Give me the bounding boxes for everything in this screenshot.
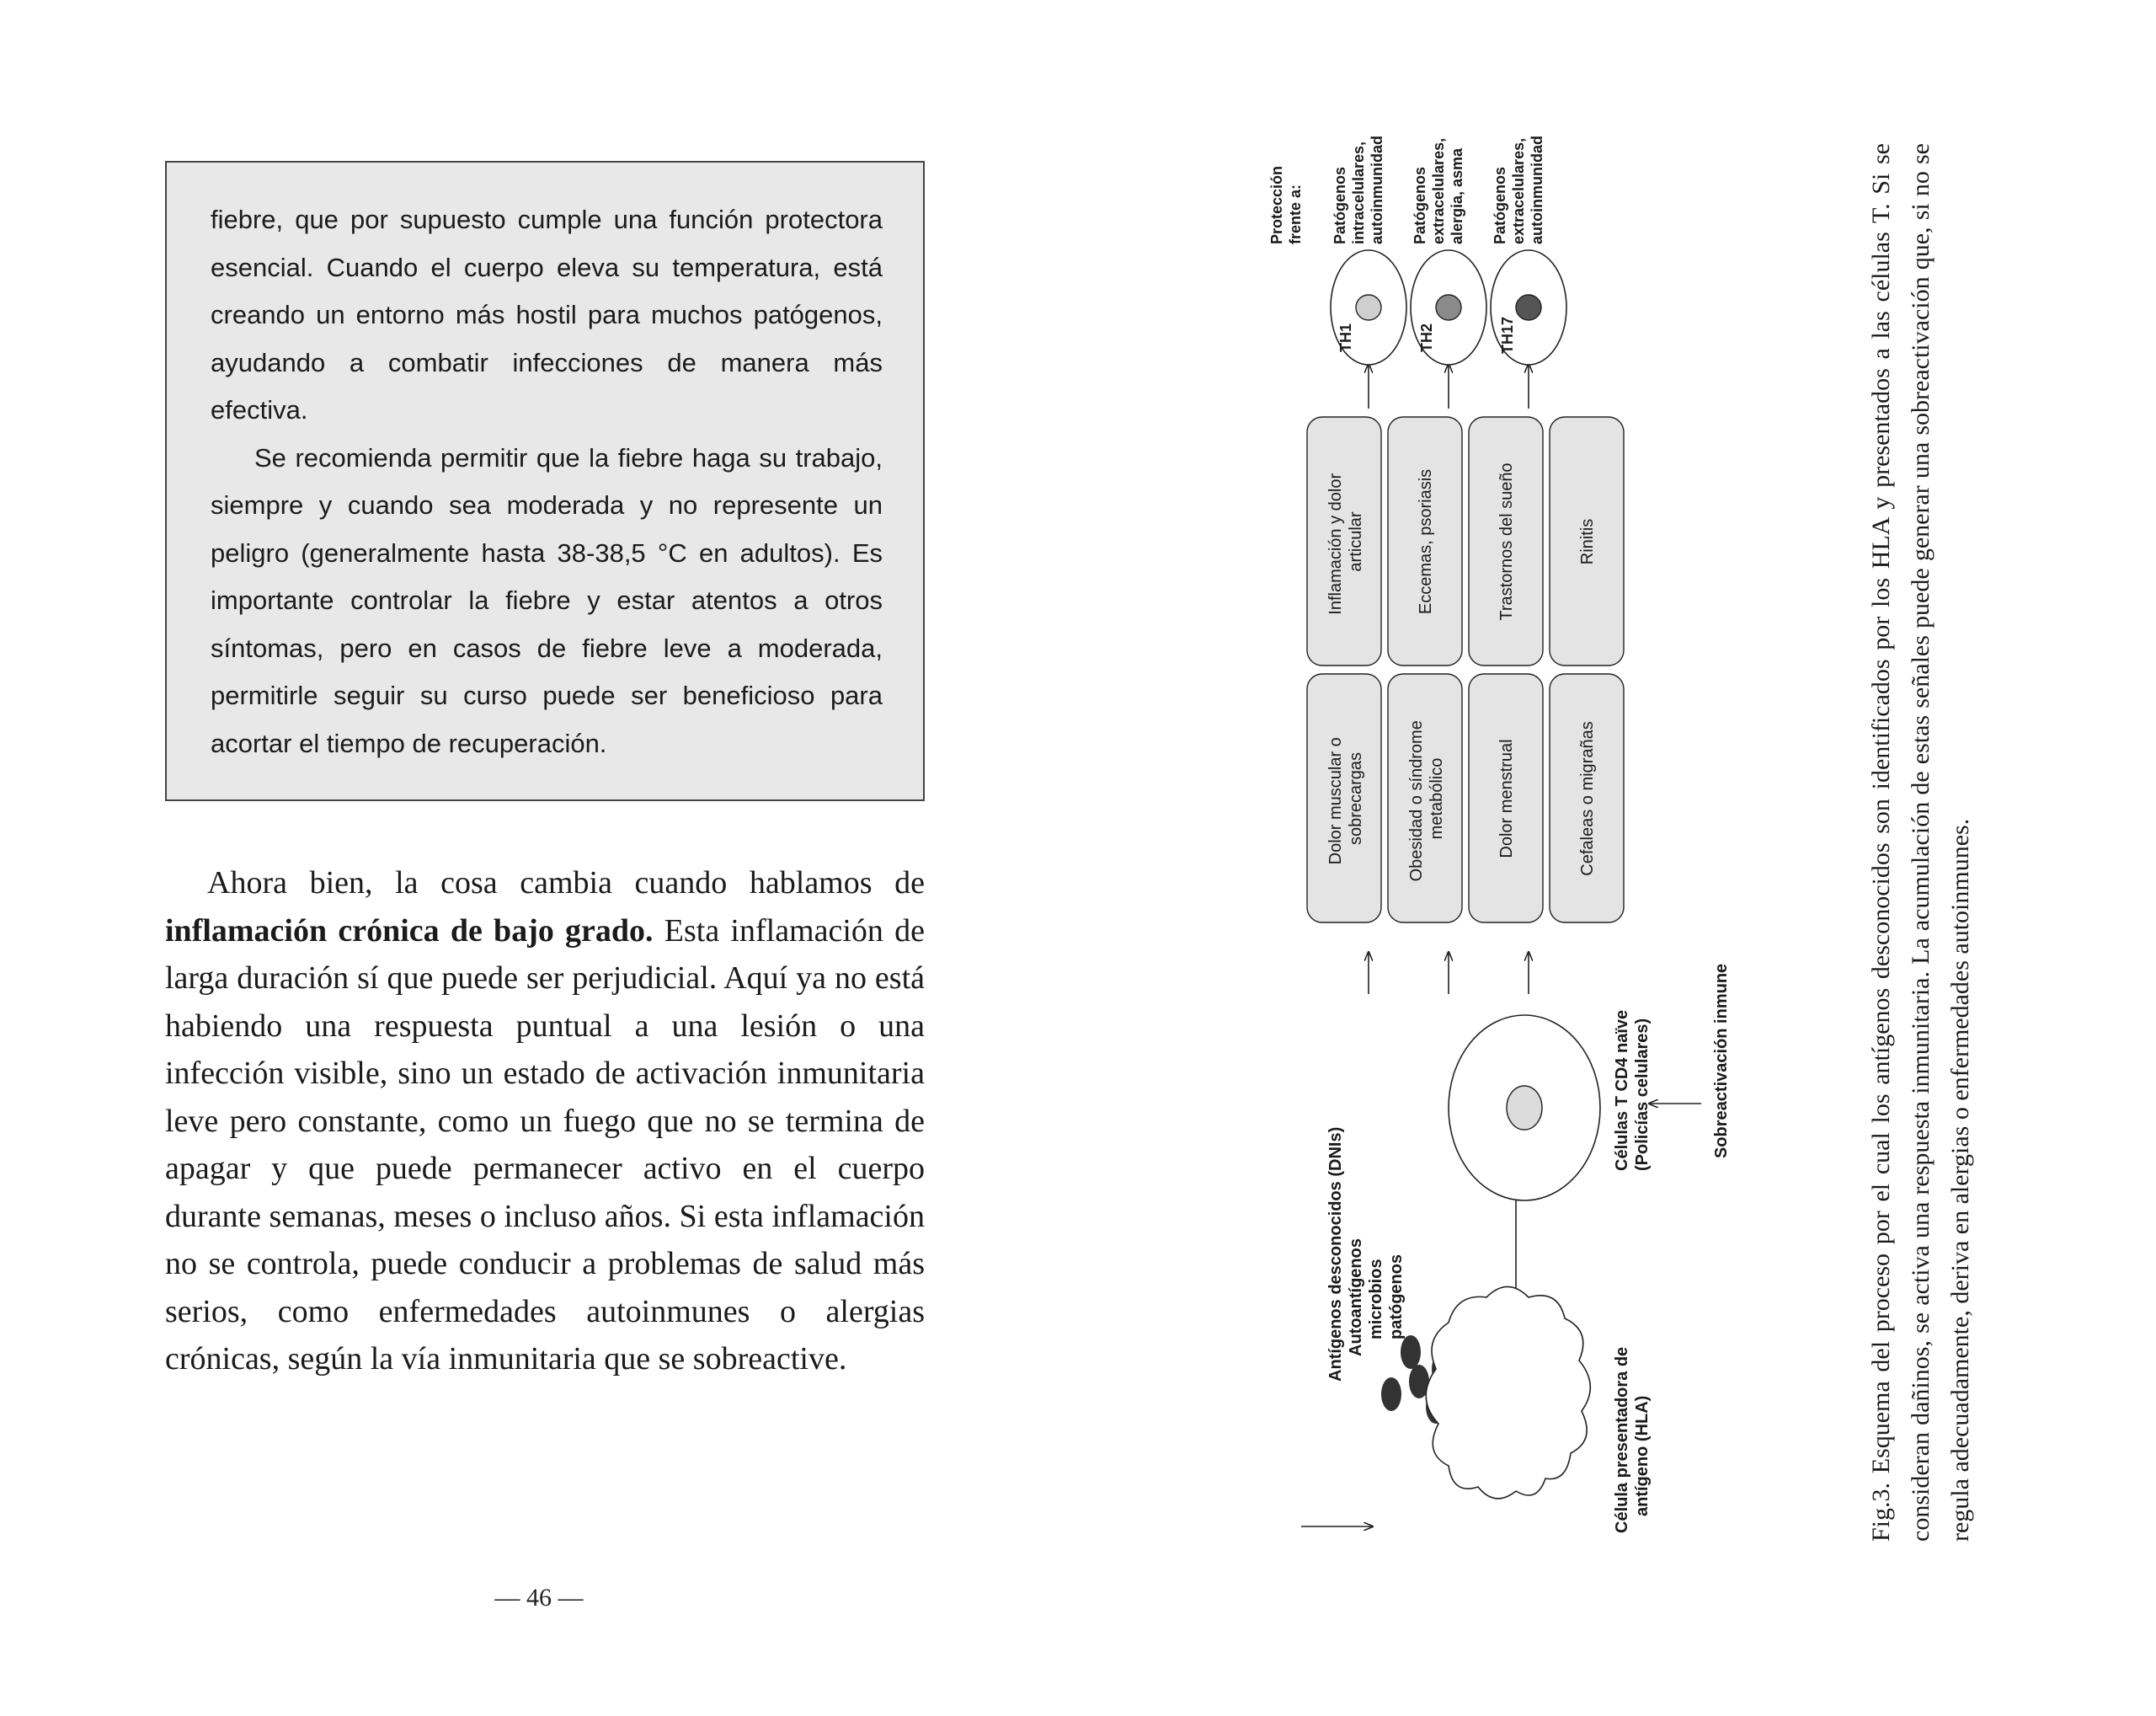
symptom-label: articular (1347, 511, 1365, 572)
antigens-label-line: Antígenos desconocidos (DNIs) (1326, 1126, 1345, 1382)
apc-label (1613, 1342, 1652, 1533)
protection-header-line: Protección (1268, 165, 1285, 244)
tcell-label-line: Células T CD4 naïve (1613, 1009, 1631, 1171)
protection-line: autoinmunidad (1529, 136, 1545, 244)
info-box (165, 161, 925, 801)
antigens-label (1326, 1122, 1406, 1382)
info-box-paragraph: Se recomienda permitir que la fiebre haga su trabajo, siempre y cuando sea moderada y no represente un peligro (generalmente hasta 38-38,5 °C en adultos). Es importante controlar la fiebre y estar atentos a otros síntomas, pero en casos de fiebre leve a moderada, permitirle seguir su curso puede ser beneficioso para acortar el tiempo de recuperación. (211, 442, 883, 758)
symptom-label: Trastornos del sueño (1497, 462, 1516, 621)
protection-line: autoinmunidad (1369, 136, 1385, 244)
apc-label-line: antígeno (HLA) (1633, 1395, 1652, 1516)
symptom-label: Dolor menstrual (1497, 739, 1516, 858)
protection-line: Patógenos (1492, 166, 1508, 244)
svg-text:Cefaleas o migrañas (1578, 721, 1597, 875)
protection-header-line: frente a: (1287, 184, 1304, 244)
protection-line: alergia, asma (1449, 147, 1465, 244)
th2-label: TH2 (1418, 323, 1435, 352)
protection-line: Patógenos (1412, 166, 1428, 244)
symptom-label: Inflamación y dolor (1326, 473, 1345, 615)
th2-nucleus (1436, 295, 1461, 320)
page-number: — 46 — (494, 1584, 584, 1612)
th1-protection (1331, 136, 1385, 244)
protection-line: Patógenos (1331, 166, 1348, 244)
antigen-presenting-cell (1426, 1287, 1590, 1499)
symptom-column-2 (1307, 417, 1624, 666)
activation-arrows (1369, 952, 1529, 994)
th17-nucleus (1516, 295, 1541, 320)
body-text-start: Ahora bien, la cosa cambia cuando hablamos de (207, 865, 925, 901)
protection-line: intracelulares, (1350, 141, 1367, 244)
th1-cell (1331, 250, 1406, 365)
overactivation-label: Sobreactivación inmune (1712, 963, 1731, 1158)
symptom-label: Rinitis (1578, 518, 1597, 565)
th17-label: TH17 (1499, 316, 1516, 354)
svg-text:Célula presentadora de (1613, 1342, 1652, 1533)
naive-t-cell-nucleus (1507, 1086, 1542, 1130)
symptom-label: Eccemas, psoriasis (1417, 468, 1435, 615)
protection-line: extracelulares, (1510, 137, 1527, 244)
th2-cell (1411, 250, 1486, 365)
th-arrows (1369, 364, 1529, 409)
body-text-end: Esta inflamación de larga duración sí que puede ser perjudicial. Aquí ya no está habiendo una respuesta puntual a una lesión o una infección visible, sino un estado de activación inmunitaria leve pero constante, como un fuego que no se termina de apagar y que puede permanecer activo en el cuerpo durante semanas, meses o incluso años. Si esta inflamación no se controla, puede conducir a problemas de salud más serios, como enfermedades autoinmunes o alergias crónicas, según la vía inmunitaria que se sobreactive. (165, 912, 925, 1377)
svg-text:Rinitis (1578, 519, 1597, 564)
antigens-label-line: patógenos (1387, 1254, 1406, 1339)
apc-label-line: Célula presentadora de (1613, 1346, 1631, 1533)
info-box-paragraph: fiebre, que por supuesto cumple una función protectora esencial. Cuando el cuerpo eleva su temperatura, está creando un entorno más hostil para muchos patógenos, ayudando a combatir infecciones de manera más efectiva. (211, 205, 883, 425)
th1-nucleus (1356, 295, 1381, 320)
symptom-label: Dolor muscular o (1326, 737, 1345, 865)
body-text-bold: inflamación crónica de bajo grado. (165, 912, 654, 949)
svg-text:Eccemas, psoriasis (1417, 469, 1435, 614)
naive-t-cell-label (1613, 1005, 1652, 1171)
symptom-label: metabólico (1428, 757, 1446, 840)
svg-text:Antígenos desconocidos (DNIs) (1326, 1122, 1406, 1382)
body-paragraph (165, 859, 925, 1383)
symptom-label: sobrecargas (1347, 751, 1365, 846)
protection-line: extracelulares, (1430, 137, 1447, 244)
svg-text:Trastornos del sueño (1497, 462, 1516, 620)
th1-label: TH1 (1337, 323, 1354, 352)
svg-text:Dolor menstrual (1497, 739, 1516, 858)
tcell-label-line: (Policías celulares) (1633, 1018, 1652, 1171)
symptom-label: Cefaleas o migrañas (1578, 721, 1597, 876)
th17-cell (1491, 250, 1566, 365)
svg-text:Células T CD4 naïve (P (1613, 1005, 1652, 1171)
symptom-label: Obesidad o síndrome (1407, 720, 1426, 882)
antigens-label-line: Autoantígenos (1347, 1238, 1365, 1356)
svg-text:Patógenos intracelular (1331, 136, 1385, 244)
antigens-label-line: microbios (1367, 1259, 1385, 1339)
symptom-column-1 (1307, 674, 1624, 922)
figure-caption: Fig.3. Esquema del proceso por el cual los antígenos desconocidos son identificados por los HLA y presentados a las células T. Si se consideran dañinos, se activa una respuesta inmunitaria. La acumulación de estas señales puede generar una sobreactivación que, si no se regula adecuadamente, deriva en alergias o enfermedades autoinmunes. (1867, 143, 1974, 1542)
